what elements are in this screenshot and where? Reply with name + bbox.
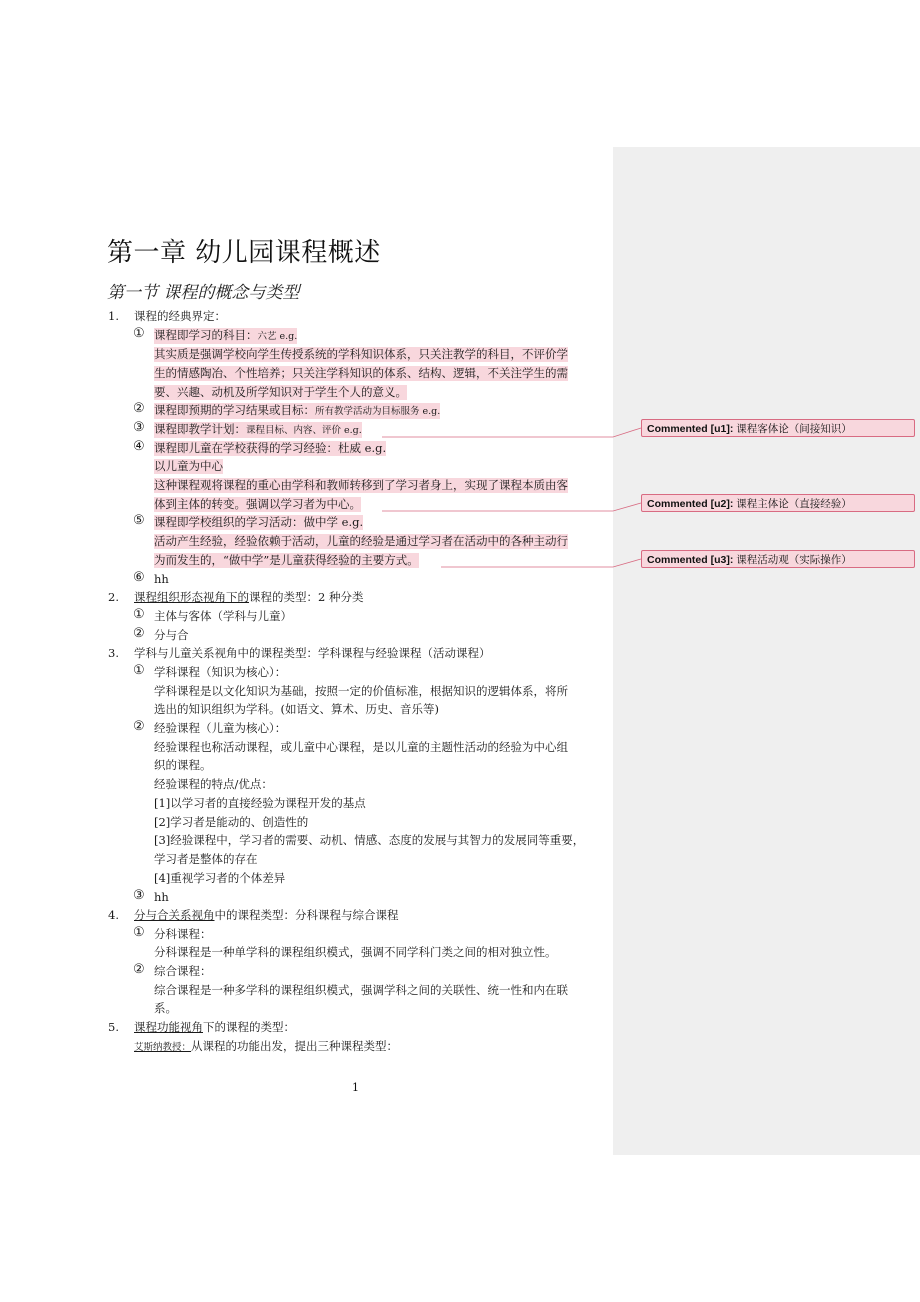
circled-number: ④	[133, 439, 145, 454]
list-item-text: 主体与客体（学科与儿童）	[154, 609, 292, 623]
comment-label: Commented [u1]:	[647, 423, 737, 435]
circled-number: ②	[133, 626, 145, 641]
circled-number: ①	[133, 607, 145, 622]
circled-number: ①	[133, 663, 145, 678]
paragraph-line: [4]重视学习者的个体差异	[154, 871, 286, 885]
comment-text: 课程活动观（实际操作）	[736, 554, 852, 566]
highlighted-text: 课程即教学计划：课程目标、内容、评价 e.g.	[154, 422, 362, 436]
list-item-text: 经验课程（儿童为核心）：	[154, 721, 287, 735]
comment-text: 课程客体论（间接知识）	[736, 423, 852, 435]
list-item-text: hh	[154, 890, 169, 904]
list-number-4: 4.	[108, 908, 119, 922]
comment-balloon-u2[interactable]	[641, 494, 915, 512]
highlighted-text: 以儿童为中心	[154, 459, 223, 473]
list-heading-1: 课程的经典界定：	[134, 309, 226, 323]
highlighted-text: 课程即预期的学习结果或目标：所有教学活动为目标服务 e.g.	[154, 403, 441, 417]
highlighted-text: 要、兴趣、动机及所学知识对于学生个人的意义。	[154, 385, 407, 399]
circled-number: ②	[133, 401, 145, 416]
connector-u1	[382, 428, 641, 437]
page-number: 1	[352, 1081, 359, 1094]
circled-number: ②	[133, 962, 145, 977]
paragraph-line: 经验课程也称活动课程，或儿童中心课程，是以儿童的主题性活动的经验为中心组	[154, 740, 568, 754]
paragraph-line: 织的课程。	[154, 758, 212, 772]
paragraph-line: 经验课程的特点/优点：	[154, 777, 273, 791]
highlighted-text: 课程即学习的科目：六艺 e.g.	[154, 328, 298, 342]
comment-text: 课程主体论（直接经验）	[736, 498, 852, 510]
list-heading-5: 课程功能视角下的课程的类型：	[134, 1020, 295, 1034]
chapter-title: 第一章 幼儿园课程概述	[107, 238, 381, 268]
section-title: 第一节 课程的概念与类型	[107, 283, 300, 303]
highlighted-text: 课程即学校组织的学习活动：做中学 e.g.	[154, 515, 364, 529]
list-number-1: 1.	[108, 309, 119, 323]
comment-balloon-u1[interactable]	[641, 419, 915, 437]
list-heading-2: 课程组织形态视角下的课程的类型：2 种分类	[134, 590, 364, 604]
highlighted-text: 这种课程观将课程的重心由学科和教师转移到了学习者身上，实现了课程本质由客	[154, 478, 568, 492]
list-heading-3: 学科与儿童关系视角中的课程类型：学科课程与经验课程（活动课程）	[134, 646, 491, 660]
highlighted-text: 体到主体的转变。强调以学习者为中心。	[154, 497, 361, 511]
paragraph-line: 选出的知识组织为学科。(如语文、算术、历史、音乐等)	[154, 702, 439, 716]
circled-number: ②	[133, 719, 145, 734]
highlighted-text: 其实质是强调学校向学生传授系统的学科知识体系，只关注教学的科目，不评价学	[154, 347, 568, 361]
circled-number: ③	[133, 420, 145, 435]
comment-label: Commented [u2]:	[647, 498, 737, 510]
connector-u2	[382, 503, 641, 511]
list-heading-4: 分与合关系视角中的课程类型：分科课程与综合课程	[134, 908, 399, 922]
comment-balloon-u3[interactable]	[641, 550, 915, 568]
list-number-2: 2.	[108, 590, 119, 604]
circled-number: ⑥	[133, 570, 145, 585]
paragraph-line: [1]以学习者的直接经验为课程开发的基点	[154, 796, 366, 810]
list-item-text: 分与合	[154, 628, 189, 642]
paragraph-line: 系。	[154, 1001, 177, 1015]
paragraph-line: 学习者是整体的存在	[154, 852, 258, 866]
list-number-3: 3.	[108, 646, 119, 660]
paragraph-line: 综合课程是一种多学科的课程组织模式，强调学科之间的关联性、统一性和内在联	[154, 983, 568, 997]
circled-number: ①	[133, 326, 145, 341]
paragraph-line: 艾斯纳教授：从课程的功能出发，提出三种课程类型：	[134, 1039, 399, 1053]
circled-number: ①	[133, 925, 145, 940]
circled-number: ③	[133, 888, 145, 903]
paragraph-line: 分科课程是一种单学科的课程组织模式，强调不同学科门类之间的相对独立性。	[154, 945, 557, 959]
list-number-5: 5.	[108, 1020, 119, 1034]
comment-label: Commented [u3]:	[647, 554, 737, 566]
list-item-text: hh	[154, 572, 169, 586]
highlighted-text: 为而发生的，“做中学”是儿童获得经验的主要方式。	[154, 553, 419, 567]
highlighted-text: 活动产生经验，经验依赖于活动，儿童的经验是通过学习者在活动中的各种主动行	[154, 534, 568, 548]
list-item-text: 综合课程：	[154, 964, 212, 978]
paragraph-line: 学科课程是以文化知识为基础，按照一定的价值标准，根据知识的逻辑体系，将所	[154, 684, 568, 698]
circled-number: ⑤	[133, 513, 145, 528]
connector-u3	[441, 559, 641, 567]
highlighted-text: 生的情感陶冶、个性培养；只关注学科知识的体系、结构、逻辑，不关注学生的需	[154, 366, 568, 380]
paragraph-line: [2]学习者是能动的、创造性的	[154, 815, 309, 829]
paragraph-line: [3]经验课程中，学习者的需要、动机、情感、态度的发展与其智力的发展同等重要，	[154, 833, 585, 847]
list-item-text: 学科课程（知识为核心）：	[154, 665, 287, 679]
highlighted-text: 课程即儿童在学校获得的学习经验：杜威 e.g.	[154, 441, 387, 455]
list-item-text: 分科课程：	[154, 927, 212, 941]
